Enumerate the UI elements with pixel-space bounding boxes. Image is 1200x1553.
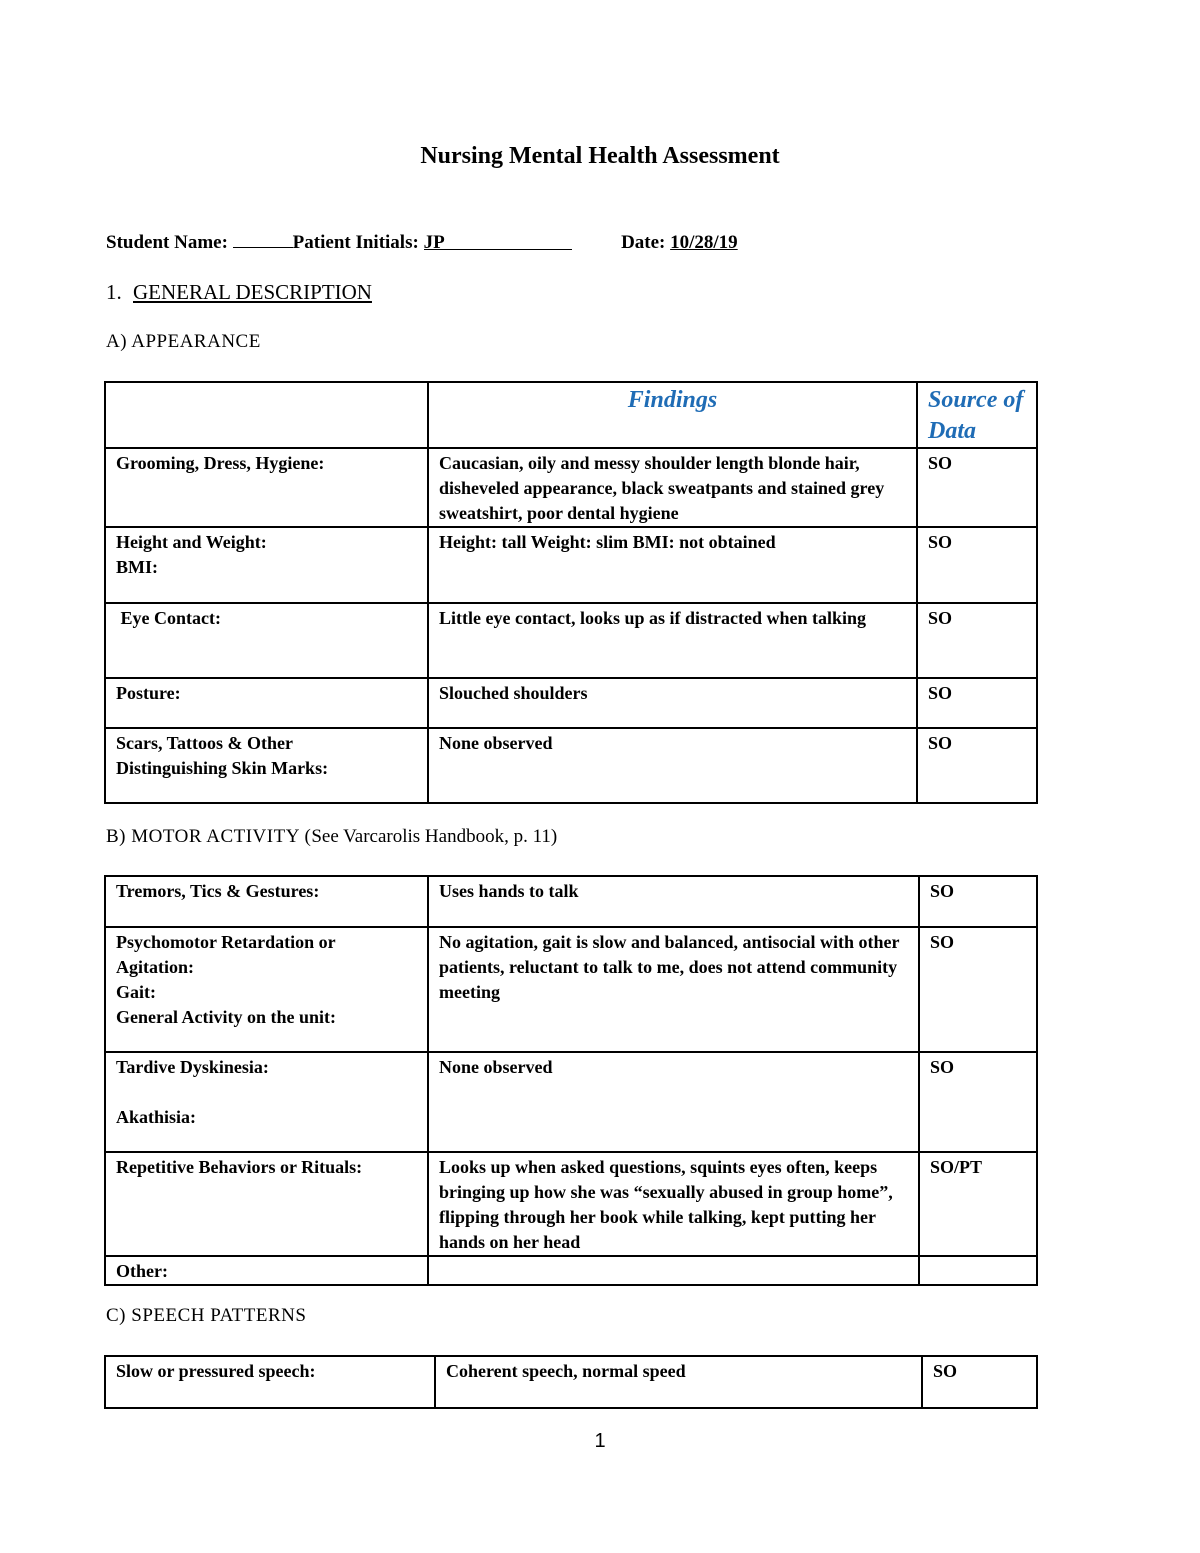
section-general-description: [106, 280, 372, 305]
table-header-row: [105, 382, 1037, 448]
row-source: SO: [919, 876, 1037, 927]
row-finding: Slouched shoulders: [428, 678, 917, 728]
row-source: [919, 1256, 1037, 1285]
label-line: Scars, Tattoos & Other: [116, 733, 293, 753]
page-number: 1: [594, 1430, 606, 1452]
label-line: Eye Contact:: [116, 608, 221, 628]
label-line: Grooming, Dress, Hygiene:: [116, 453, 325, 473]
patient-initials-label: Patient Initials:: [292, 232, 419, 253]
table-row: [105, 1052, 1037, 1152]
row-finding: None observed: [428, 1052, 919, 1152]
row-label: [105, 1052, 428, 1152]
label-line: Akathisia:: [116, 1107, 197, 1127]
findings-header-cell: [428, 382, 917, 448]
table-row: [105, 728, 1037, 803]
row-source: SO: [917, 728, 1037, 803]
appearance-heading: A) APPEARANCE: [106, 331, 261, 352]
label-line: Psychomotor Retardation or: [116, 932, 336, 952]
table-row: [105, 527, 1037, 603]
row-label: [105, 1356, 435, 1408]
patient-initials-value: JP: [423, 232, 445, 253]
label-line: Other:: [116, 1261, 168, 1281]
row-source: SO: [919, 927, 1037, 1052]
row-source: SO: [922, 1356, 1037, 1408]
row-label: [105, 603, 428, 678]
document-title: Nursing Mental Health Assessment: [420, 143, 780, 169]
speech-patterns-table: [104, 1355, 1038, 1409]
row-finding: Coherent speech, normal speed: [435, 1356, 922, 1408]
row-source: SO: [917, 678, 1037, 728]
label-line: Tremors, Tics & Gestures:: [116, 881, 320, 901]
student-name-field: [233, 230, 293, 248]
row-label: [105, 678, 428, 728]
appearance-table: [104, 381, 1038, 804]
date-value: 10/28/19: [670, 232, 738, 253]
table-row: [105, 1152, 1037, 1256]
motor-activity-heading: [106, 826, 557, 848]
section-title: GENERAL DESCRIPTION: [133, 280, 372, 304]
section-number: 1.: [106, 280, 122, 304]
table-row: [105, 876, 1037, 927]
patient-initials-field: [423, 232, 572, 253]
row-label: [105, 728, 428, 803]
table-row: [105, 1356, 1037, 1408]
row-finding: None observed: [428, 728, 917, 803]
row-finding: Uses hands to talk: [428, 876, 919, 927]
label-line: Slow or pressured speech:: [116, 1361, 316, 1381]
row-label: [105, 927, 428, 1052]
row-label: [105, 527, 428, 603]
header-empty-cell: [105, 382, 428, 448]
row-source: SO: [917, 527, 1037, 603]
label-line: Distinguishing Skin Marks:: [116, 758, 329, 778]
row-source: SO: [917, 603, 1037, 678]
table-row: [105, 678, 1037, 728]
table-row: [105, 448, 1037, 527]
label-line: Agitation:: [116, 957, 194, 977]
table-row: [105, 1256, 1037, 1285]
label-line: Posture:: [116, 683, 181, 703]
label-line: BMI:: [116, 557, 158, 577]
table-row: [105, 603, 1037, 678]
row-finding: Caucasian, oily and messy shoulder length blonde hair, disheveled appearance, black sweatpants and stained grey sweatshirt, poor dental hygiene: [428, 448, 917, 527]
row-label: [105, 1256, 428, 1285]
row-finding: No agitation, gait is slow and balanced, antisocial with other patients, reluctant to talk to me, does not attend community meeting: [428, 927, 919, 1052]
row-label: [105, 876, 428, 927]
label-line: Repetitive Behaviors or Rituals:: [116, 1157, 363, 1177]
student-name-label: Student Name:: [106, 232, 228, 253]
label-line: Gait:: [116, 982, 156, 1002]
row-source: SO/PT: [919, 1152, 1037, 1256]
table-row: [105, 927, 1037, 1052]
row-label: [105, 1152, 428, 1256]
row-label: [105, 448, 428, 527]
label-line: Tardive Dyskinesia:: [116, 1057, 269, 1077]
row-source: SO: [917, 448, 1037, 527]
motor-heading-note: See Varcarolis Handbook, p. 11): [311, 826, 558, 847]
motor-heading-text: B) MOTOR ACTIVITY (: [106, 826, 312, 847]
row-finding: [428, 1256, 919, 1285]
date-label: Date:: [621, 232, 666, 253]
source-header: Source of Data: [928, 387, 1024, 444]
motor-activity-table: [104, 875, 1038, 1286]
row-finding: Little eye contact, looks up as if distracted when talking: [428, 603, 917, 678]
source-header-cell: [917, 382, 1037, 448]
row-source: SO: [919, 1052, 1037, 1152]
label-line: Height and Weight:: [116, 532, 267, 552]
speech-patterns-heading: C) SPEECH PATTERNS: [106, 1305, 307, 1326]
label-line: [116, 1080, 417, 1105]
label-line: General Activity on the unit:: [116, 1007, 336, 1027]
header-info-row: [106, 230, 738, 254]
row-finding: Looks up when asked questions, squints eyes often, keeps bringing up how she was “sexually abused in group home”, flipping through her book while talking, kept putting her hands on her head: [428, 1152, 919, 1256]
findings-header: Findings: [627, 387, 718, 413]
row-finding: Height: tall Weight: slim BMI: not obtained: [428, 527, 917, 603]
